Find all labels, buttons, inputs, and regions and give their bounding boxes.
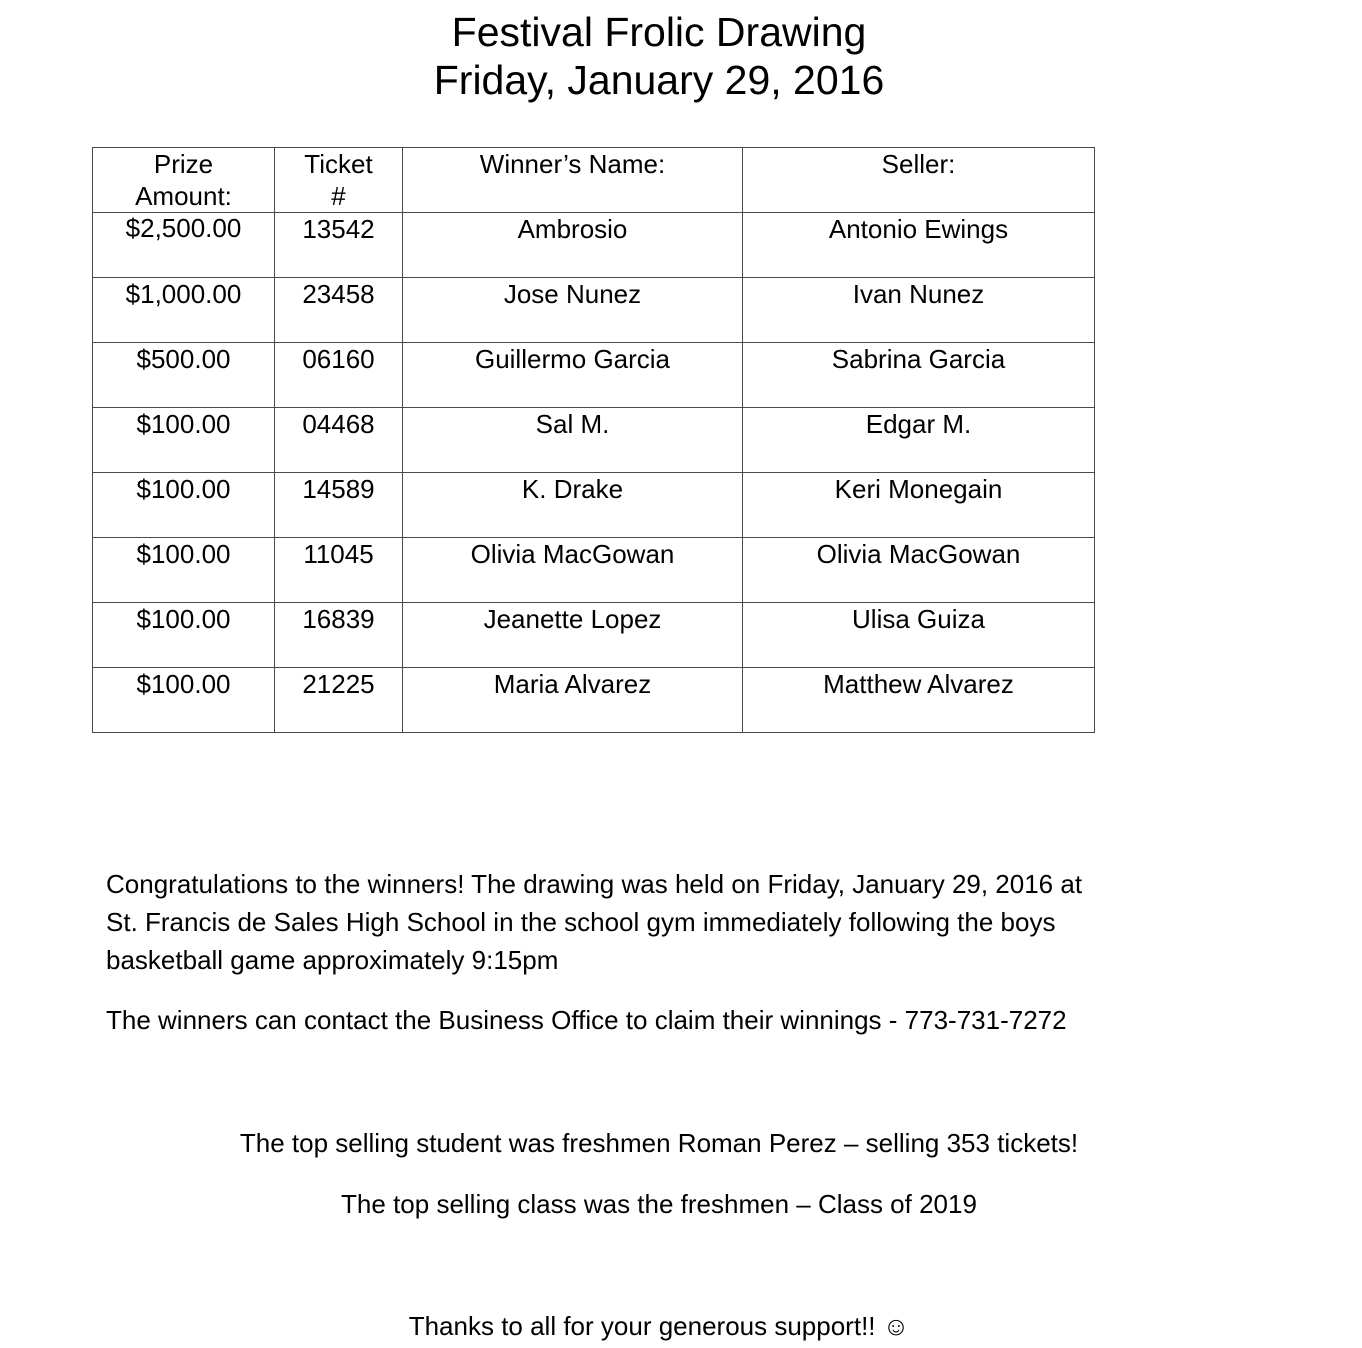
prize-cell: $100.00	[93, 668, 275, 733]
table-header-row	[93, 148, 1095, 213]
seller-cell: Keri Monegain	[743, 473, 1095, 538]
title-line-2: Friday, January 29, 2016	[433, 57, 885, 103]
ticket-cell: 21225	[275, 668, 403, 733]
ticket-cell: 13542	[275, 213, 403, 278]
prize-cell: $1,000.00	[93, 278, 275, 343]
prize-cell: $100.00	[93, 538, 275, 603]
top-student-line: The top selling student was freshmen Roman Perez – selling 353 tickets!	[239, 1128, 1079, 1158]
winner-cell: Jose Nunez	[403, 278, 743, 343]
table-row	[93, 343, 1095, 408]
ticket-cell: 16839	[275, 603, 403, 668]
ticket-cell: 14589	[275, 473, 403, 538]
winner-cell: Ambrosio	[403, 213, 743, 278]
seller-cell: Sabrina Garcia	[743, 343, 1095, 408]
header-ticket-line-2: #	[331, 181, 346, 211]
seller-cell: Ulisa Guiza	[743, 603, 1095, 668]
header-ticket-number	[275, 148, 403, 213]
prize-cell: $500.00	[93, 343, 275, 408]
winner-cell: Olivia MacGowan	[403, 538, 743, 603]
seller-cell: Edgar M.	[743, 408, 1095, 473]
top-class-line: The top selling class was the freshmen – Class of 2019	[341, 1189, 977, 1219]
winners-table	[92, 147, 1095, 733]
header-ticket-line-1: Ticket	[304, 149, 373, 179]
ticket-cell: 06160	[275, 343, 403, 408]
prize-cell: $100.00	[93, 408, 275, 473]
ticket-cell: 11045	[275, 538, 403, 603]
header-prize-line-2: Amount:	[135, 181, 232, 211]
table-row	[93, 473, 1095, 538]
table-row	[93, 278, 1095, 343]
header-prize-line-1: Prize	[153, 149, 214, 179]
header-winner-name: Winner’s Name:	[403, 148, 743, 213]
prize-cell: $100.00	[93, 603, 275, 668]
seller-cell: Matthew Alvarez	[743, 668, 1095, 733]
prize-cell: $100.00	[93, 473, 275, 538]
page-title	[0, 8, 1318, 104]
header-prize-amount	[93, 148, 275, 213]
table-row	[93, 603, 1095, 668]
title-line-1: Festival Frolic Drawing	[451, 9, 867, 55]
congratulations-paragraph	[106, 865, 1306, 979]
winner-cell: Guillermo Garcia	[403, 343, 743, 408]
winner-cell: Jeanette Lopez	[403, 603, 743, 668]
congrats-line-3: basketball game approximately 9:15pm	[106, 945, 559, 975]
seller-cell: Olivia MacGowan	[743, 538, 1095, 603]
header-seller: Seller:	[743, 148, 1095, 213]
congrats-line-2: St. Francis de Sales High School in the school gym immediately following the boys	[106, 907, 1056, 937]
winner-cell: Maria Alvarez	[403, 668, 743, 733]
thanks-line: Thanks to all for your generous support!! ☺	[408, 1311, 910, 1341]
table-row	[93, 538, 1095, 603]
contact-paragraph: The winners can contact the Business Office to claim their winnings - 773-731-7272	[106, 1005, 1067, 1035]
seller-cell: Antonio Ewings	[743, 213, 1095, 278]
winner-cell: K. Drake	[403, 473, 743, 538]
seller-cell: Ivan Nunez	[743, 278, 1095, 343]
ticket-cell: 23458	[275, 278, 403, 343]
winner-cell: Sal M.	[403, 408, 743, 473]
ticket-cell: 04468	[275, 408, 403, 473]
congrats-line-1: Congratulations to the winners! The drawing was held on Friday, January 29, 2016 at	[106, 869, 1083, 899]
prize-cell: $2,500.00	[93, 213, 275, 278]
table-row	[93, 668, 1095, 733]
table-row	[93, 408, 1095, 473]
table-row	[93, 213, 1095, 278]
